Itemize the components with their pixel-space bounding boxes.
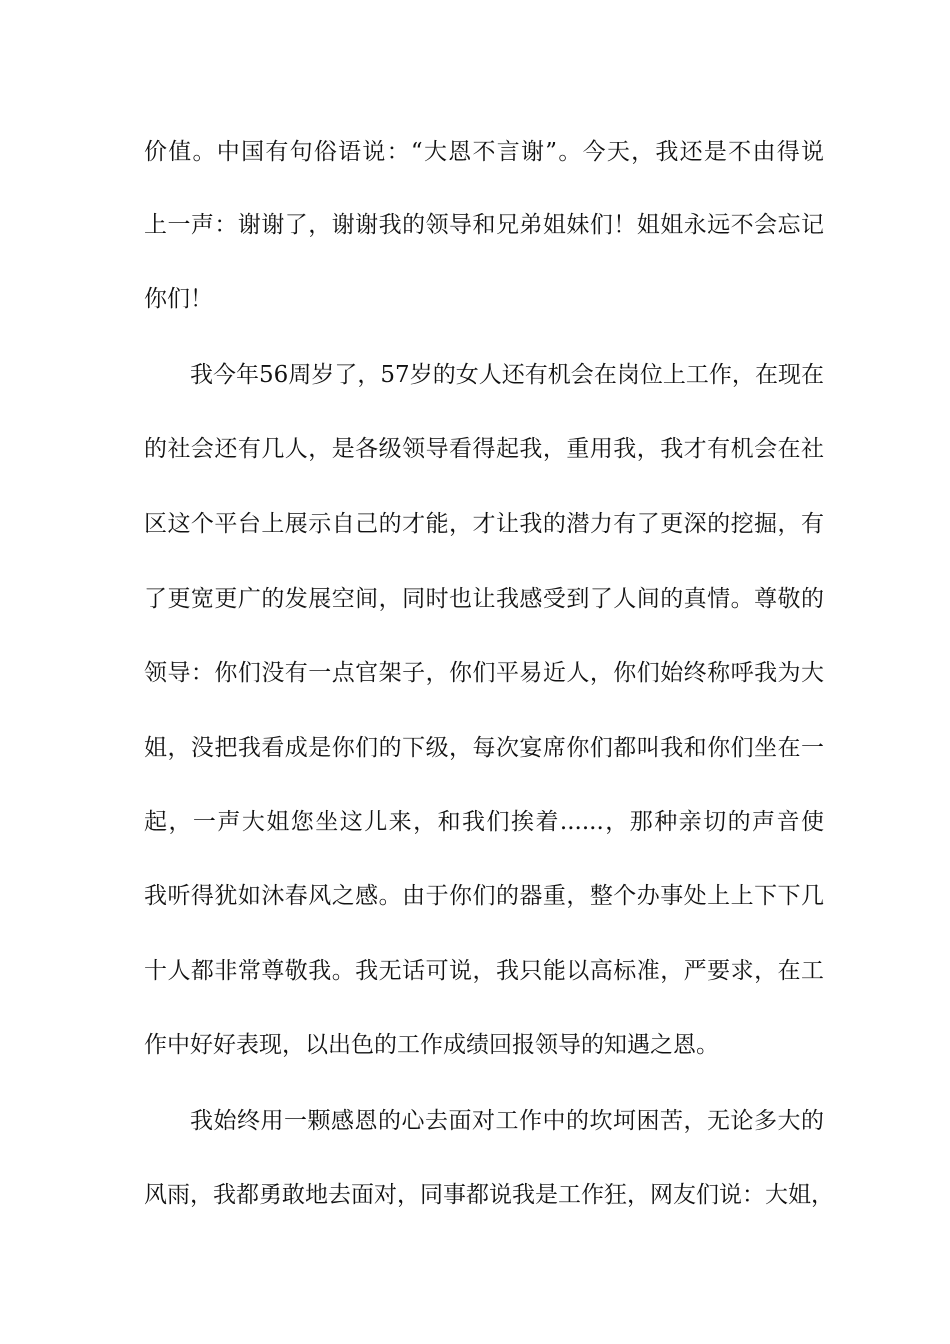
- text-line: 上一声：谢谢了，谢谢我的领导和兄弟姐妹们！姐姐永远不会忘记: [144, 212, 824, 238]
- text-line: 了更宽更广的发展空间，同时也让我感受到了人间的真情。尊敬的: [144, 586, 824, 612]
- text-line: 起，一声大姐您坐这儿来，和我们挨着......，那种亲切的声音使: [144, 809, 824, 835]
- text-line: 姐，没把我看成是你们的下级，每次宴席你们都叫我和你们坐在一: [144, 735, 824, 761]
- text-line: 领导：你们没有一点官架子，你们平易近人，你们始终称呼我为大: [144, 660, 824, 686]
- text-line: 区这个平台上展示自己的才能，才让我的潜力有了更深的挖掘，有: [144, 511, 824, 537]
- text-line: 的社会还有几人，是各级领导看得起我，重用我，我才有机会在社: [144, 436, 824, 462]
- text-line: 我听得犹如沐春风之感。由于你们的器重，整个办事处上上下下几: [144, 883, 824, 909]
- text-line: 十人都非常尊敬我。我无话可说，我只能以高标准，严要求，在工: [144, 958, 824, 984]
- text-line: 价值。中国有句俗语说：“大恩不言谢”。今天，我还是不由得说: [144, 139, 824, 165]
- text-line: 风雨，我都勇敢地去面对，同事都说我是工作狂，网友们说：大姐，: [144, 1182, 834, 1208]
- text-line: 我始终用一颗感恩的心去面对工作中的坎坷困苦，无论多大的: [190, 1108, 824, 1134]
- text-line: 我今年56周岁了，57岁的女人还有机会在岗位上工作，在现在: [190, 362, 824, 388]
- text-line: 你们！: [144, 286, 213, 312]
- text-line: 作中好好表现，以出色的工作成绩回报领导的知遇之恩。: [144, 1032, 719, 1058]
